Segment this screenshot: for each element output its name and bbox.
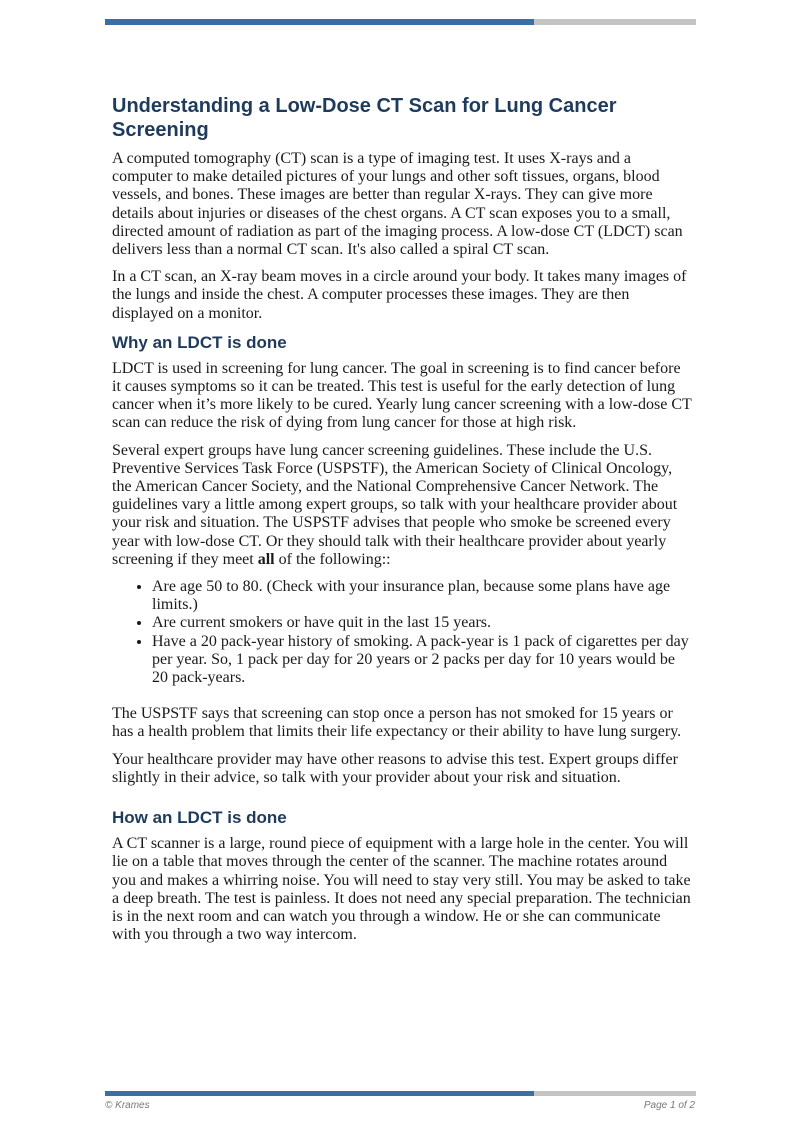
- bottom-rule: [105, 1091, 696, 1096]
- why-paragraph-2-text: Several expert groups have lung cancer screening guidelines. These include the U.S. Preventive Services Task Force (USPSTF), the American Society of Clinical Oncology, the American Cancer Society, and the National Comprehensive Cancer Network. The guidelines vary a little among expert groups, so talk with your healthcare provider about your risk and situation. The USPSTF advises that people who smoke be screened every year with low-dose CT. Or they should talk with their healthcare provider about yearly screening if they meet: [112, 441, 678, 568]
- list-item: • Are age 50 to 80. (Check with your insurance plan, because some plans have age limits.): [152, 578, 692, 614]
- list-item: • Are current smokers or have quit in the last 15 years.: [152, 614, 692, 632]
- why-paragraph-2-emphasis: all: [257, 550, 275, 568]
- top-rule-gray: [534, 19, 696, 25]
- why-heading: Why an LDCT is done: [112, 332, 287, 352]
- why-paragraph-1: LDCT is used in screening for lung cancer. The goal in screening is to find cancer before it causes symptoms so it can be treated. This test is useful for the early detection of lung cancer when it’s more likely to be cured. Yearly lung cancer screening with a low-dose CT scan can reduce the risk of dying from lung cancer for those at high risk.: [112, 359, 692, 432]
- top-rule-accent: [105, 19, 534, 25]
- why-paragraph-2-tail: of the following::: [274, 550, 391, 568]
- page-title: Understanding a Low-Dose CT Scan for Lung Cancer Screening: [112, 95, 617, 141]
- why-paragraph-3: The USPSTF says that screening can stop once a person has not smoked for 15 years or has a health problem that limits their life expectancy or their ability to have lung surgery.: [112, 705, 682, 741]
- list-item: • Have a 20 pack-year history of smoking. A pack-year is 1 pack of cigarettes per day per year. So, 1 pack per day for 20 years or 2 packs per day for 10 years would be 20 pack-years.: [152, 633, 692, 688]
- footer-copyright: © Krames: [105, 1100, 150, 1111]
- intro-paragraph-1: A computed tomography (CT) scan is a type of imaging test. It uses X-rays and a computer to make detailed pictures of your lungs and other soft tissues, organs, blood vessels, and bones. These images are better than regular X-rays. They can give more details about injuries or diseases of the chest organs. A CT scan exposes you to a small, directed amount of radiation as part of the imaging process. A low-dose CT (LDCT) scan delivers less than a normal CT scan. It's also called a spiral CT scan.: [112, 150, 683, 259]
- how-heading: How an LDCT is done: [112, 808, 287, 828]
- criteria-list: [112, 578, 692, 687]
- top-rule: [105, 19, 696, 25]
- document-body: [112, 94, 692, 953]
- footer-page-number: Page 1 of 2: [643, 1100, 695, 1111]
- how-paragraph-1: A CT scanner is a large, round piece of equipment with a large hole in the center. You will lie on a table that moves through the center of the scanner. The machine rotates around you and makes a whirring noise. You will need to stay very still. You may be asked to take a deep breath. The test is painless. It does not need any special preparation. The technician is in the next room and can watch you through a window. He or she can communicate with you through a two way intercom.: [112, 835, 691, 944]
- why-paragraph-4: Your healthcare provider may have other reasons to advise this test. Expert groups differ slightly in their advice, so talk with your provider about your risk and situation.: [112, 750, 678, 786]
- bottom-rule-gray: [534, 1091, 696, 1096]
- intro-paragraph-2: In a CT scan, an X-ray beam moves in a circle around your body. It takes many images of the lungs and inside the chest. A computer processes these images. They are then displayed on a monitor.: [112, 268, 687, 322]
- bottom-rule-accent: [105, 1091, 534, 1096]
- why-paragraph-2: [112, 442, 692, 569]
